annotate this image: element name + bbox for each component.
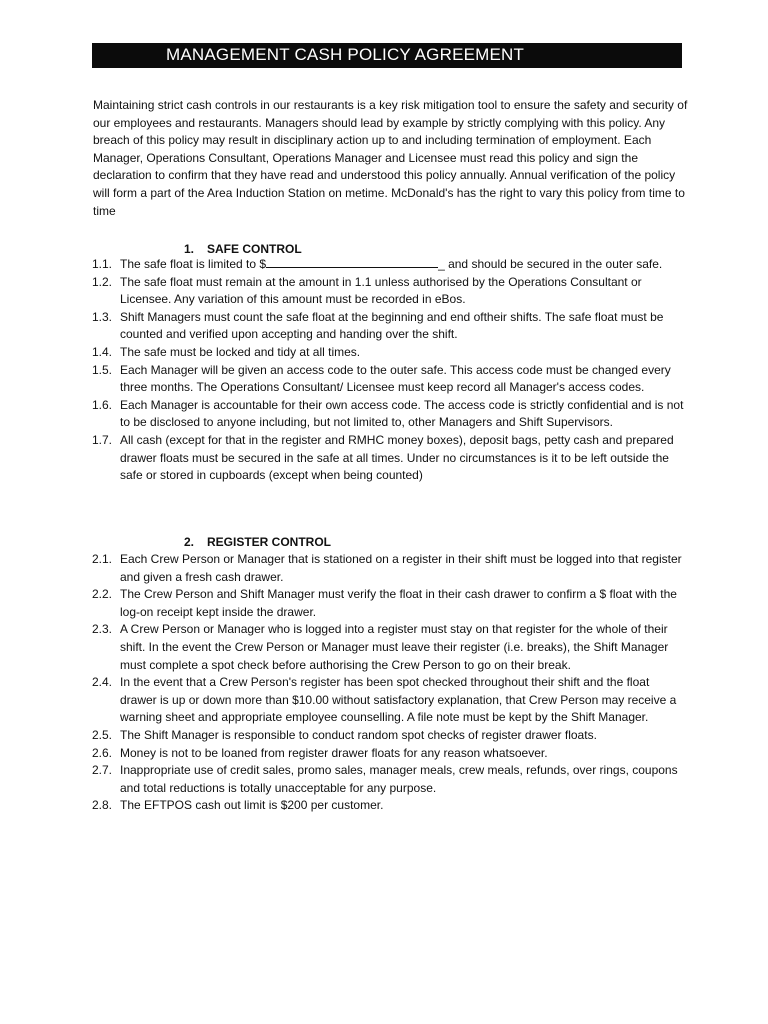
title-banner [92, 43, 682, 68]
item-text: A Crew Person or Manager who is logged into a register must stay on that register for the whole of their shift. In the event the Crew Person or Manager must leave their register (i.e. breaks), the Shift Manager must complete a spot check before authorising the Crew Person to go on their break. [120, 622, 669, 672]
item-text: The Shift Manager is responsible to conduct random spot checks of register drawer floats. [120, 727, 597, 742]
list-item [92, 397, 688, 432]
list-item [92, 586, 688, 621]
item-number: 2.2. [92, 587, 113, 602]
list-item [92, 674, 688, 727]
item-text: Each Manager is accountable for their own access code. The access code is strictly confidential and is not to be disclosed to anyone including, but not limited to, other Managers and Shift Supervisors. [120, 397, 684, 430]
section-heading-register-control [184, 535, 331, 549]
list-item [92, 745, 688, 763]
item-text-after-blank: _ and should be secured in the outer safe. [438, 257, 663, 271]
list-item [92, 727, 688, 745]
item-text: Each Crew Person or Manager that is stationed on a register in their shift must be logged into that register and given a fresh cash drawer. [120, 552, 682, 584]
section-heading-safe-control [184, 242, 302, 256]
item-number: 1.6. [92, 397, 113, 412]
item-number: 2.6. [92, 745, 113, 760]
item-text: The safe must be locked and tidy at all times. [120, 344, 361, 359]
list-item [92, 309, 688, 344]
item-text: Money is not to be loaned from register drawer floats for any reason whatsoever. [120, 745, 548, 760]
item-text: The Crew Person and Shift Manager must verify the float in their cash drawer to confirm a $ float with the log-on receipt kept inside the drawer. [120, 587, 677, 619]
page-title: MANAGEMENT CASH POLICY AGREEMENT [166, 45, 525, 64]
item-number: 2.1. [92, 552, 113, 566]
section-number: 1. [184, 242, 195, 256]
item-text: Shift Managers must count the safe float at the beginning and end oftheir shifts. The safe float must be counted and verified upon accepting and handing over the shift. [120, 309, 664, 342]
section-title: SAFE CONTROL [207, 242, 302, 256]
register-control-list [92, 551, 688, 815]
item-number: 2.4. [92, 675, 113, 690]
section-number: 2. [184, 535, 195, 549]
item-text: The EFTPOS cash out limit is $200 per customer. [120, 798, 384, 813]
item-text: In the event that a Crew Person's register has been spot checked throughout their shift and the float drawer is up or down more than $10.00 without satisfactory explanation, that Crew Person may receive a warning sheet and appropriate employee counselling. A file note must be kept by the Shift Manager. [120, 675, 677, 725]
item-number: 2.8. [92, 798, 113, 813]
item-number: 1.4. [92, 344, 113, 359]
list-item [92, 551, 688, 586]
list-item [92, 362, 688, 397]
intro-paragraph: Maintaining strict cash controls in our restaurants is a key risk mitigation tool to ensure the safety and security of our employees and restaurants. Managers should lead by example by strictly complying with this policy. Any breach of this policy may result in disciplinary action up to and including termination of employment. Each Manager, Operations Consultant, Operations Manager and Licensee must read this policy and sign the declaration to confirm that they have read and understood this policy annually. Annual verification of the policy will form a part of the Area Induction Station on metime. McDonald's has the right to vary this policy from time to time [93, 98, 688, 218]
item-number: 1.7. [92, 432, 113, 447]
section-title: REGISTER CONTROL [207, 535, 332, 549]
item-text-before-blank: The safe float is limited to $ [120, 257, 267, 271]
item-text: Each Manager will be given an access code to the outer safe. This access code must be changed every three months. The Operations Consultant/ Licensee must keep record all Manager's access codes. [120, 362, 671, 395]
item-text: All cash (except for that in the register and RMHC money boxes), deposit bags, petty cash and prepared drawer floats must be secured in the safe at all times. Under no circumstances is it to be left outside the safe or stored in cupboards (except when being counted) [120, 432, 674, 483]
item-number: 1.1. [92, 257, 113, 271]
item-number: 1.2. [92, 274, 113, 289]
item-number: 1.3. [92, 309, 113, 324]
item-text: Inappropriate use of credit sales, promo sales, manager meals, crew meals, refunds, over rings, coupons and total reductions is totally unacceptable for any purpose. [120, 763, 678, 795]
safe-control-list [92, 256, 688, 485]
item-number: 2.5. [92, 727, 113, 742]
item-number: 2.7. [92, 763, 113, 778]
list-item [92, 344, 688, 362]
list-item [92, 274, 688, 309]
safe-float-blank-field [266, 256, 438, 268]
list-item [92, 256, 688, 274]
list-item [92, 432, 688, 485]
item-number: 1.5. [92, 362, 113, 377]
item-text: The safe float must remain at the amount in 1.1 unless authorised by the Operations Consultant or Licensee. Any variation of this amount must be recorded in eBos. [120, 274, 642, 307]
list-item [92, 621, 688, 674]
list-item [92, 762, 688, 797]
item-number: 2.3. [92, 622, 113, 637]
list-item [92, 797, 688, 815]
